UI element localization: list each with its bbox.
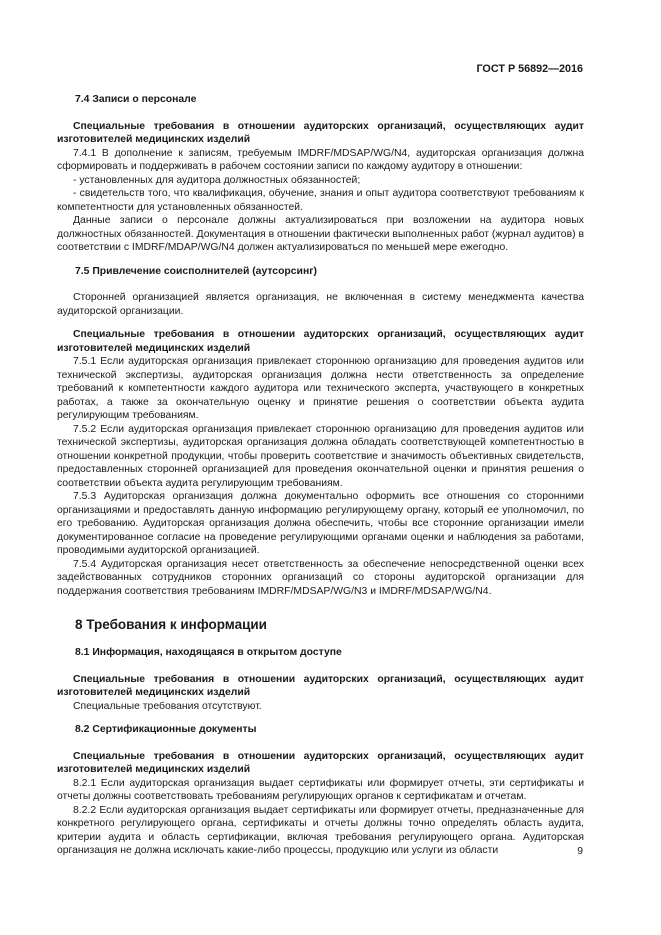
section-8-1-paragraph: Специальные требования отсутствуют. [73,700,262,712]
clause-7-5-3: 7.5.3 Аудиторская организация должна документально оформить все отношения со сторонними организациями и предоставлять данную информацию регулирующему органу, который ее уполномочил, по его требованию. Аудиторская организация должна обеспечить, чтобы все сторонние организации имели документированное согласие на проведение регулирующими органами оценки и наблюдения за работами, проводимыми аудиторской организацией. [57,491,584,556]
document-body [57,93,584,858]
standard-code: ГОСТ Р 56892—2016 [476,63,583,75]
section-8-1-title: 8.1 Информация, находящаяся в открытом доступе [75,647,342,658]
section-7-4-title: 7.4 Записи о персонале [75,94,197,105]
section-7-5-requirements-heading: Специальные требования в отношении аудиторских организаций, осуществляющих аудит изготовителей медицинских изделий [57,329,584,354]
clause-8-2-2: 8.2.2 Если аудиторская организация выдает сертификаты или формирует отчеты, предназначенные для конкретного регулирующего органа, сертификаты и отчеты должны точно определять область аудита, критерии аудита и область сертификации, включая требования регулирующего органа. Аудиторская организация не должна исключать какие-либо процессы, продукцию или услуги из области [57,804,584,856]
section-8-2-requirements-heading: Специальные требования в отношении аудиторских организаций, осуществляющих аудит изготовителей медицинских изделий [57,750,584,775]
clause-7-5-4: 7.5.4 Аудиторская организация несет ответственность за обеспечение непосредственной оценки всех задействованных сотрудников сторонних организаций со стороны аудиторской организации для поддержания соответствия требованиям IMDRF/MDSAP/WG/N3 и IMDRF/MDSAP/WG/N4. [57,558,584,597]
clause-7-4-1: 7.4.1 В дополнение к записям, требуемым IMDRF/MDSAP/WG/N4, аудиторская организация должна сформировать и поддерживать в рабочем состоянии записи по каждому аудитору в отношении: [57,147,584,172]
page-number: 9 [577,846,583,857]
section-8-title: 8 Требования к информации [75,617,267,632]
clause-7-5-1: 7.5.1 Если аудиторская организация привлекает стороннюю организацию для проведения аудитов или технической экспертизы, аудиторская организация должна нести ответственность за определение требований к компетентности каждого аудитора или технического эксперта, участвующего в конкретных работах, а также за окончательную оценку и принятие решения о соответствии объекта аудита регулирующим требованиям. [57,356,584,421]
section-7-5-title: 7.5 Привлечение соисполнителей (аутсорсинг) [75,265,318,277]
clause-7-5-2: 7.5.2 Если аудиторская организация привлекает стороннюю организацию для проведения аудитов или технической экспертизы, аудиторская организация должна обладать соответствующей компетентностью в отношении конкретной продукции, чтобы проверить соответствие и значимость объективных свидетельств, предоставленных сторонней организацией для проведения окончательной оценки и принятия решения о соответствии объекта аудита регулирующим требованиям. [57,423,584,489]
bullet-item: - свидетельств того, что квалификация, обучение, знания и опыт аудитора соответствуют требованиям к компетентности для установленных обязанностей. [57,188,584,213]
section-8-1-requirements-heading: Специальные требования в отношении аудиторских организаций, осуществляющих аудит изготовителей медицинских изделий [57,673,584,698]
bullet-item: - установленных для аудитора должностных обязанностей; [73,174,361,186]
section-8-2-title: 8.2 Сертификационные документы [75,724,257,735]
section-7-4-requirements-heading: Специальные требования в отношении аудиторских организаций, осуществляющих аудит изготовителей медицинских изделий [57,120,584,145]
section-7-5-intro: Сторонней организацией является организация, не включенная в систему менеджмента качества аудиторской организации. [57,292,584,317]
clause-8-2-1: 8.2.1 Если аудиторская организация выдает сертификаты или формирует отчеты, эти сертификаты и отчеты должны соответствовать требованиям регулирующих органов к сертификатам и отчетам. [57,777,584,802]
section-7-4-paragraph: Данные записи о персонале должны актуализироваться при возложении на аудитора новых должностных обязанностей. Документация в отношении фактически выполненных работ (журнал аудитов) в соответствии с IMDRF/MDAP/WG/N4 должен актуализироваться по меньшей мере ежегодно. [57,215,584,253]
